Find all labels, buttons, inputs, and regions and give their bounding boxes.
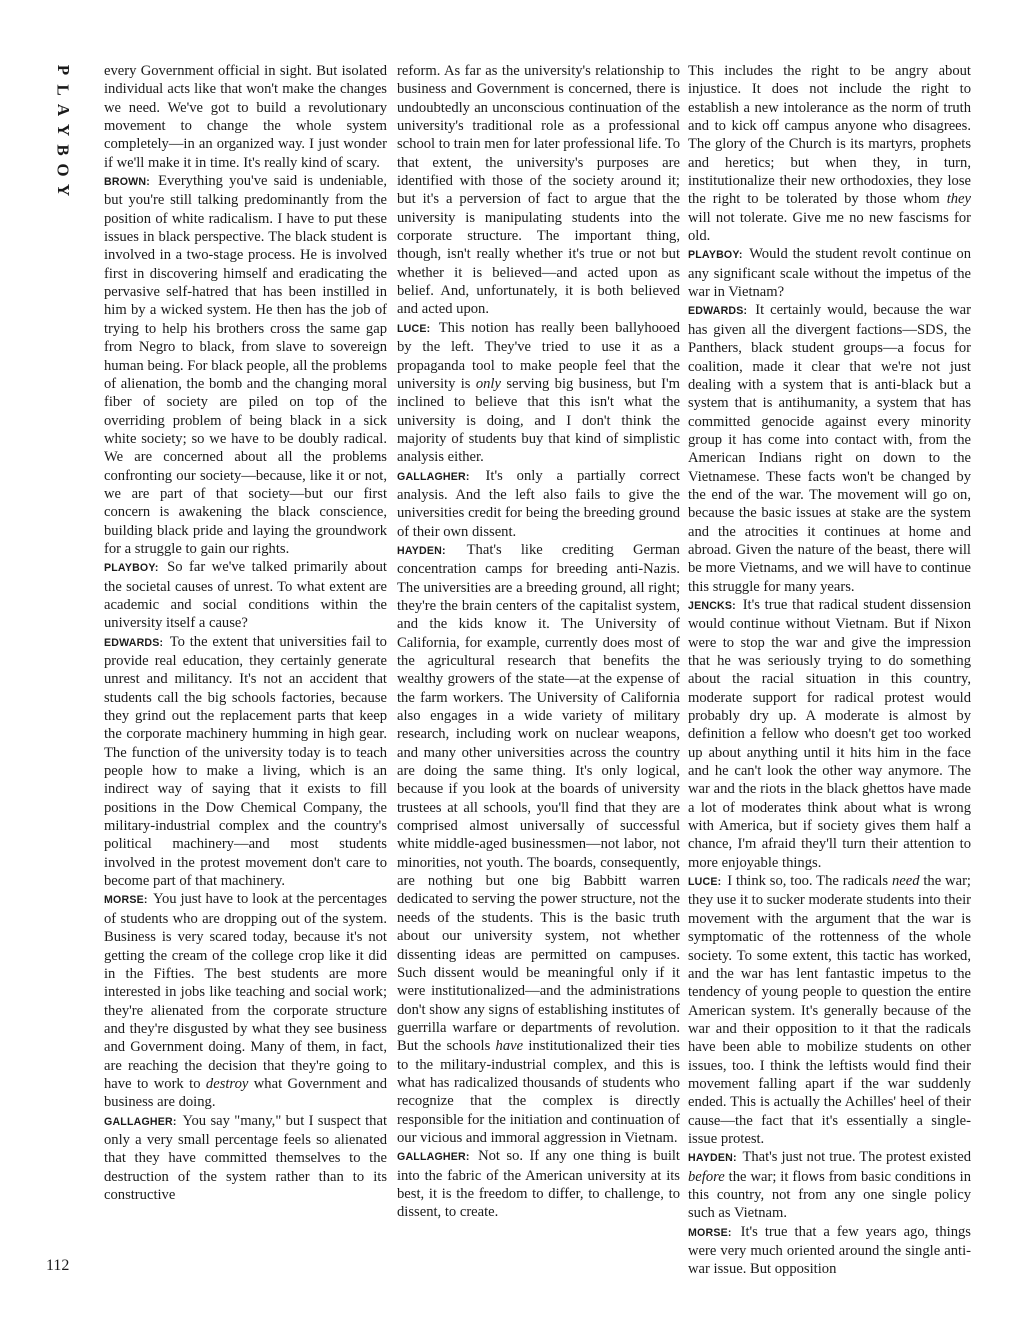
speaker-label: HAYDEN: bbox=[397, 544, 446, 557]
speaker-label: LUCE: bbox=[397, 322, 431, 335]
masthead-letter: Y bbox=[54, 123, 73, 137]
paragraph-text: It certainly would, because the war has given all the divergent factions—SDS, the Panthers, black student groups—a focus for coalition, made it clear that we're not just dealing with a system that is anti-black but a system that is antihumanity, a system that has committed genocide against every minority group it has come into contact with, from the American Indians right on down to the Vietnamese. These facts won't be changed by the end of the war. The movement will go on, because the basic issues at stake are the system and the atrocities it continues at home and abroad. Given the nature of the beast, there will be more Vietnams, and we will have to continue this struggle for many years. bbox=[688, 302, 971, 595]
paragraph bbox=[397, 541, 680, 1147]
paragraph bbox=[688, 1223, 971, 1279]
emphasis-text: have bbox=[495, 1038, 524, 1055]
emphasis-text: need bbox=[891, 873, 920, 890]
paragraph-text: Would the student revolt continue on any significant scale without the impetus of the war in Vietnam? bbox=[688, 246, 971, 301]
speaker-label: MORSE: bbox=[104, 894, 148, 907]
paragraph bbox=[688, 62, 971, 245]
speaker-label: GALLAGHER: bbox=[397, 470, 470, 483]
paragraph bbox=[104, 1112, 387, 1205]
emphasis-text: they bbox=[946, 191, 971, 208]
emphasis-text: destroy bbox=[205, 1075, 249, 1092]
paragraph-text: So far we've talked primarily about the societal causes of unrest. To what extent are academic and social conditions within the university itself a cause? bbox=[104, 559, 387, 632]
emphasis-text: only bbox=[475, 375, 501, 392]
paragraph-text-continued: the war; it flows from basic conditions in this country, not from any one single policy such as Vietnam. bbox=[688, 1168, 971, 1222]
paragraph-text: Not so. If any one thing is built into the fabric of the American university at its best, it is the freedom to differ, to challenge, to dissent, to create. bbox=[397, 1148, 680, 1221]
speaker-label: LUCE: bbox=[688, 876, 722, 889]
speaker-label: GALLAGHER: bbox=[397, 1151, 470, 1164]
speaker-label: PLAYBOY: bbox=[104, 562, 159, 575]
paragraph-text: To the extent that universities fail to provide real education, they certainly generate unrest and militancy. It's not an accident that students call the big schools factories, because they grind out the replacement parts that keep the corporate machinery humming in high gear. The function of the university today is to teach people how to make a living, which is an indirect way of saying that it exists to fill positions in the Dow Chemical Company, the military-industrial complex and the country's political machinery—and most students involved in the protest movement don't care to become part of that machinery. bbox=[104, 633, 387, 890]
text-column-2 bbox=[397, 62, 680, 1222]
masthead-letter: P bbox=[53, 64, 73, 76]
paragraph-text: This notion has really been ballyhooed by the left. They've tried to use it as a propaganda tool to make people feel that the university is bbox=[397, 319, 680, 392]
paragraph-text: It's only a partially correct analysis. And the left also fails to give the universities credit for being the breeding ground of their own dissent. bbox=[397, 467, 680, 540]
masthead bbox=[50, 60, 76, 200]
speaker-label: JENCKS: bbox=[688, 599, 736, 612]
masthead-letter: L bbox=[54, 84, 73, 96]
paragraph-text: every Government official in sight. But isolated individual acts like that won't make the changes we need. We've got to build a revolutionary movement to change the whole system completely—in an organized way. I just wonder if we'll make it in time. It's really kind of scary. bbox=[104, 63, 387, 171]
paragraph bbox=[397, 319, 680, 467]
paragraph bbox=[397, 1147, 680, 1221]
paragraph bbox=[104, 890, 387, 1111]
paragraph bbox=[688, 1148, 971, 1222]
masthead-letter: Y bbox=[54, 183, 73, 197]
paragraph-text: I think so, too. The radicals bbox=[727, 873, 892, 890]
speaker-label: GALLAGHER: bbox=[104, 1115, 177, 1128]
paragraph-text-continued: will not tolerate. Give me no new fascisms for old. bbox=[688, 209, 971, 245]
speaker-label: BROWN: bbox=[104, 176, 150, 189]
paragraph bbox=[688, 872, 971, 1148]
speaker-label: PLAYBOY: bbox=[688, 249, 743, 262]
paragraph-text: You just have to look at the percentages of students who are dropping out of the system. Business is very scared today, because it's not getting the cream of the college crop like it did in the Fifties. The best students are more interested in jobs like teaching and social work; they're alienated from the corporate structure and they're disgusted by what they see business and Government doing. Many of them, in fact, are reaching the decision that they're going to have to work to bbox=[104, 891, 388, 1092]
paragraph bbox=[688, 596, 971, 872]
paragraph-text-continued: serving big business, but I'm inclined to believe that this isn't what the university is doing, and I don't think the majority of students buy that kind of simplistic analysis either. bbox=[397, 375, 680, 466]
speaker-label: EDWARDS: bbox=[104, 636, 164, 649]
speaker-label: MORSE: bbox=[688, 1226, 732, 1239]
paragraph bbox=[688, 301, 971, 596]
paragraph-text: That's like crediting German concentration camps for breeding anti-Nazis. The universities are a breeding ground, all right; they're the brain centers of the capitalist system, and the kids know it. The University of California, for example, currently does most of the agricultural research that benefits the wealthy growers of the state—at the expense of the farm workers. The University of California also engages in a wide variety of military research, including work on nuclear weapons, and many other universities across the country are doing the same thing. It's only logical, because if you look at the boards of university trustees at all schools, you'll find that they are comprised almost universally of successful white middle-aged businessmen—not labor, not minorities, not youth. The boards, consequently, are nothing but one big Babbitt warren dedicated to serving the power structure, not the needs of the students. This is the basic truth about our university system, not whether dissenting ideas are permitted on campuses. Such dissent would be meaningful only if it were institutionalized—and the administrations don't show any signs of establishing institutes of guerrilla warfare or departments of revolution. But the schools bbox=[397, 541, 680, 1055]
masthead-letter: A bbox=[54, 103, 73, 117]
emphasis-text: before bbox=[688, 1168, 725, 1185]
paragraph bbox=[688, 245, 971, 301]
paragraph bbox=[104, 172, 387, 558]
masthead-letter: B bbox=[54, 144, 73, 156]
paragraph-text: That's just not true. The protest existed bbox=[742, 1149, 971, 1166]
speaker-label: EDWARDS: bbox=[688, 305, 748, 318]
paragraph-text: This includes the right to be angry about injustice. It does not include the right to establish a new intolerance as the norm of truth and to kick off campus anyone who disagrees. The glory of the Church is its martyrs, prophets and heretics; but when they, in turn, institutionalize their new orthodoxies, they lose the right to be tolerated by those whom bbox=[688, 63, 971, 208]
paragraph-text: It's true that a few years ago, things were very much oriented around the single anti-war issue. But opposition bbox=[688, 1223, 971, 1278]
paragraph-text-continued: what Government and business are doing. bbox=[104, 1075, 387, 1111]
masthead-letter: O bbox=[53, 163, 73, 177]
paragraph-text: It's true that radical student dissension would continue without Vietnam. But if Nixon were to stop the war and give the impression that he was seriously trying to do something about the racial situation in this country, moderate support for radical protest would probably dry up. A moderate is almost by definition a fellow who doesn't get too worked up about anything until it hits him in the face and he can't look the other way anymore. The war and the riots in the black ghettos have made a lot of moderates think about what is wrong with America, but if society gives them half a chance, I'm afraid they'll turn their attention to more enjoyable things. bbox=[688, 596, 971, 871]
paragraph bbox=[104, 633, 387, 891]
speaker-label: HAYDEN: bbox=[688, 1152, 737, 1165]
paragraph bbox=[104, 62, 387, 172]
text-column-1 bbox=[104, 62, 387, 1204]
paragraph bbox=[397, 62, 680, 319]
paragraph bbox=[397, 467, 680, 541]
page-number: 112 bbox=[46, 1257, 70, 1274]
text-column-3 bbox=[688, 62, 971, 1279]
paragraph-text-continued: the war; they use it to sucker moderate students into their movement with the argument that the war is symptomatic of the rottenness of the whole society. To some extent, this tactic has worked, and the war has lent fantastic impetus to the tendency of young people to question the entire American system. It's generally because of the war and their opposition to it that the radicals have been able to mobilize students on other issues, too. I think the leftists would find their movement falling apart if the war suddenly ended. This is actually the Achilles' heel of their cause—the fact that it's essentially a single-issue protest. bbox=[688, 873, 971, 1147]
paragraph bbox=[104, 558, 387, 632]
paragraph-text-continued: institutionalized their ties to the military-industrial complex, and this is what has radicalized thousands of students who recognize that the complex is directly responsible for the initiation and continuation of our vicious and immoral aggression in Vietnam. bbox=[397, 1038, 680, 1146]
paragraph-text: You say "many," but I suspect that only a very small percentage feels so alienated that they have committed themselves to the destruction of the system rather than to its constructive bbox=[104, 1112, 387, 1203]
paragraph-text: Everything you've said is undeniable, but you're still talking predominantly from the position of white radicalism. I have to put these issues in black perspective. The black student is involved in a two-stage process. He is involved first in discovering himself and eradicating the pervasive self-hatred that has been instilled in him by a wicked system. He then has the job of trying to help his brothers cross the same gap from Negro to black, from slave to sovereign human being. For black people, all the problems of alienation, the bomb and the changing moral fiber of society are piled on top of the overriding problem of being black in a sick white society; so we have to be doubly radical. We are concerned about all the problems confronting our society—because, like it or not, we are part of that society—but our first concern is awakening the black conscience, building black pride and laying the groundwork for a struggle to gain our rights. bbox=[104, 173, 387, 557]
paragraph-text: reform. As far as the university's relationship to business and Government is concerned, there is undoubtedly an unconscious continuation of the university's traditional role as a professional school to train men for later professional life. To that extent, the university's purposes are identified with those of the society around it; but it's a perversion of fact to argue that the university is manipulating students into the corporate structure. The important thing, though, isn't really whether it's true or not but whether it is believed—and acted upon as belief. And, unfortunately, it is both believed and acted upon. bbox=[397, 63, 680, 318]
